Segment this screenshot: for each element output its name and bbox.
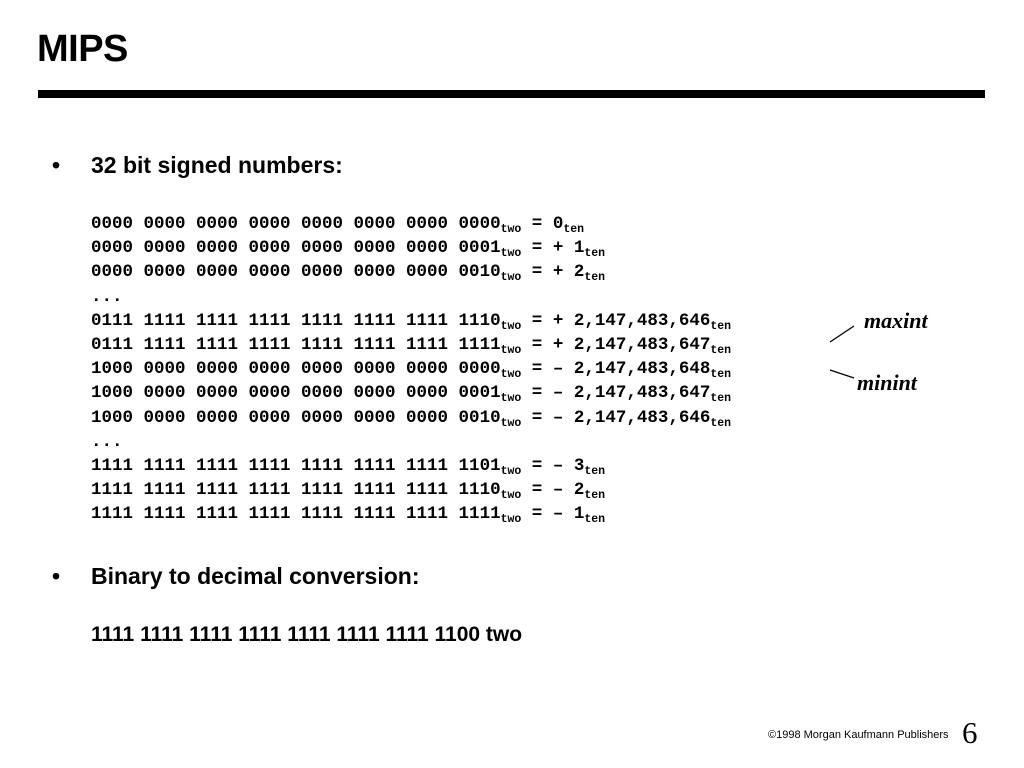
section-heading-conversion: Binary to decimal conversion: [91,563,420,589]
equals-sign: = [521,383,553,404]
equals-sign: = [521,359,553,380]
base-two-subscript: two [500,416,522,430]
equals-sign: = [521,455,553,476]
base-two-subscript: two [500,464,522,478]
number-row [91,478,731,502]
number-row [91,381,731,405]
maxint-leader-line [830,326,854,342]
base-ten-subscript: ten [710,343,732,357]
decimal-value: + 2,147,483,646 [552,310,711,331]
base-two-subscript: two [500,368,522,382]
decimal-value: + 1 [552,238,585,259]
decimal-value: – 1 [552,504,585,525]
binary-digits: 0000 0000 0000 0000 0000 0000 0000 0000 [91,214,501,234]
base-two-subscript: two [500,247,522,261]
binary-digits: 0111 1111 1111 1111 1111 1111 1111 1110 [91,310,501,331]
decimal-value: – 2,147,483,647 [552,383,711,404]
signed-number-list [91,212,731,526]
number-row [91,212,731,236]
bullet-marker: • [52,152,61,178]
base-two-subscript: two [500,223,522,236]
number-row [91,454,731,478]
base-two-subscript: two [500,513,522,527]
binary-digits: 1111 1111 1111 1111 1111 1111 1111 1111 [91,504,501,525]
equals-sign: = [521,480,553,501]
number-row [91,357,731,381]
maxint-label: maxint [864,308,928,333]
ellipsis-row: ... [91,286,123,307]
number-row [91,406,731,430]
conversion-example: 1111 1111 1111 1111 1111 1111 1111 1100 two [91,623,523,646]
base-two-subscript: two [500,319,522,333]
copyright-symbol: © [768,729,777,741]
base-two-subscript: two [500,489,522,503]
binary-digits: 0000 0000 0000 0000 0000 0000 0000 0010 [91,262,501,283]
number-row [91,333,731,357]
copyright-text: 1998 Morgan Kaufmann Publishers [776,729,949,741]
decimal-value: 0 [552,214,564,234]
binary-digits: 1000 0000 0000 0000 0000 0000 0000 0010 [91,407,501,428]
base-ten-subscript: ten [710,368,732,382]
decimal-value: + 2 [552,262,585,283]
ellipsis-row: ... [91,431,123,452]
base-ten-subscript: ten [584,247,606,261]
binary-digits: 0000 0000 0000 0000 0000 0000 0000 0001 [91,238,501,259]
equals-sign: = [521,310,553,331]
page-number: 6 [962,715,978,750]
binary-digits: 1000 0000 0000 0000 0000 0000 0000 0001 [91,383,501,404]
base-ten-subscript: ten [584,489,606,503]
section-heading-signed-numbers: 32 bit signed numbers: [91,152,343,178]
number-row [91,236,731,260]
copyright-footer [768,729,949,741]
base-ten-subscript: ten [584,464,606,478]
equals-sign: = [521,407,553,428]
equals-sign: = [521,214,553,234]
base-ten-subscript: ten [563,223,585,236]
minint-leader-line [830,370,854,378]
base-two-subscript: two [500,343,522,357]
binary-digits: 0111 1111 1111 1111 1111 1111 1111 1111 [91,334,501,355]
base-ten-subscript: ten [710,319,732,333]
binary-digits: 1111 1111 1111 1111 1111 1111 1111 1101 [91,455,501,476]
number-row [91,309,731,333]
title-rule [38,90,985,98]
number-row [91,502,731,526]
decimal-value: + 2,147,483,647 [552,334,711,355]
base-ten-subscript: ten [584,271,606,285]
base-ten-subscript: ten [710,416,732,430]
decimal-value: – 2,147,483,646 [552,407,711,428]
base-two-subscript: two [500,392,522,406]
decimal-value: – 3 [552,455,585,476]
minint-label: minint [857,370,917,395]
bullet-marker: • [52,563,61,589]
base-ten-subscript: ten [584,513,606,527]
equals-sign: = [521,262,553,283]
binary-digits: 1000 0000 0000 0000 0000 0000 0000 0000 [91,359,501,380]
number-row [91,260,731,284]
annotation-leader-lines [828,318,858,388]
base-ten-subscript: ten [710,392,732,406]
equals-sign: = [521,504,553,525]
decimal-value: – 2,147,483,648 [552,359,711,380]
binary-digits: 1111 1111 1111 1111 1111 1111 1111 1110 [91,480,501,501]
base-two-subscript: two [500,271,522,285]
equals-sign: = [521,238,553,259]
decimal-value: – 2 [552,480,585,501]
equals-sign: = [521,334,553,355]
slide-title: MIPS [37,28,128,70]
